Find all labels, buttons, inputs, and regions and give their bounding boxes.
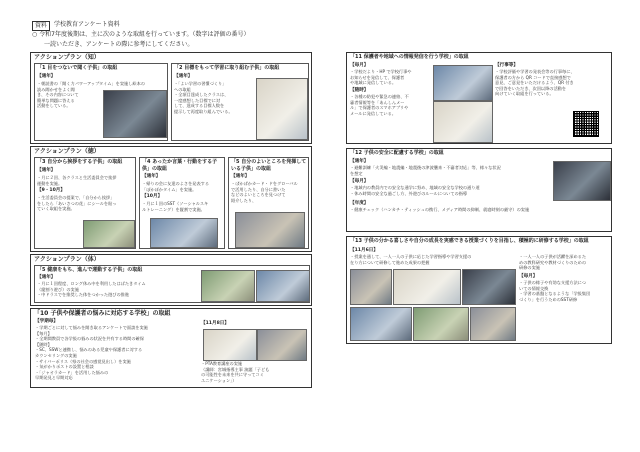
event-photo — [433, 101, 493, 143]
period-label: 【学期毎】 — [35, 319, 58, 324]
card-title: 「3 自分から挨拶をする子供」の取組 — [37, 159, 123, 165]
period-label: 【行事等】 — [495, 63, 518, 68]
training-photo-6 — [470, 307, 516, 341]
section-body: ・避難訓練「火災編・地震編・地震後の津波襲来・不審者対応」等、様々な状況 を想定 — [350, 165, 501, 176]
action-plan-virtue — [30, 146, 312, 252]
period-label: 【通年】 — [350, 159, 369, 164]
section-body: ・子供の様子や有効な支援方法につ いての情報交換 ・学習の基盤となるような「学級集団 づくり」を行うためのSST研修 — [519, 280, 591, 302]
training-photo-2 — [393, 269, 461, 305]
card-body: ・月に１回のSST（ソーシャルスキ ルトレーニング）を縦割で実施。 — [142, 201, 209, 212]
greeting-flower-photo — [83, 220, 135, 248]
period-label: 【通年】 — [231, 174, 250, 179]
section-body: ・学校だより・HP で学校行事や お知らせを発信して、保護者 や地域に発信している。 — [350, 69, 412, 86]
plan-title: アクションプラン（体） — [34, 256, 100, 263]
section-body: ・授業を通して、一人一人の子供に応じた学習指導や学習支援の 在り方について研修して進めた成果の把握 — [350, 254, 472, 265]
section-body: ・地域内の教員内での安全な通学に努め、地域の安全な学校の通り道 ・休み時間の安全な過ごし方、外遊びのルールについての指導 — [350, 185, 480, 196]
section-body: ・各種の防犯や緊急の連絡、不 審者情報等を「あんしんメー ル」で保護者のスマホアプリや メールに発信している。 — [350, 94, 409, 116]
period-label: 【通年】 — [142, 174, 161, 179]
study-habit-chart-photo — [256, 78, 308, 140]
period-label: 【10月】 — [142, 194, 163, 199]
training-photo-4 — [350, 307, 412, 341]
card-body: ・月に１回程度、ロング休み中を利用したはばたきタイム （縦割り遊び）の実施 ・中ドラスでを推奨した体をつかった遊びの推進 — [37, 281, 146, 298]
period-label: 【通年】 — [37, 275, 56, 280]
teacher-training-section — [346, 236, 612, 344]
period-label: 【毎月】 — [519, 274, 538, 279]
date-label: 【11月6日】 — [350, 248, 378, 253]
card-body: ・朝読書の「聞く力パワーアップタイム」を実施し絵本の 読み聞かせをよく聞 き、その内容について 簡単な問題に答える 活動をしている。 — [37, 81, 145, 109]
period-label: 【通年】 — [37, 74, 56, 79]
card-title: 「2 目標をもって学習に取り組む子供」の取組 — [174, 65, 280, 71]
plan-title: アクションプラン（知） — [34, 54, 100, 61]
info-sharing-section — [346, 52, 612, 144]
card-title: 「5 健康をもち、進んで運動する子供」の取組 — [37, 267, 143, 273]
card-strengths — [228, 157, 309, 249]
card-exercise — [34, 265, 310, 303]
card-greeting — [34, 157, 136, 249]
reading-activity-photo — [103, 90, 167, 138]
sst-activity-photo — [150, 218, 218, 248]
intro-line-2: 一読いただき、アンケートの際に参考にしてください。 — [44, 41, 194, 48]
section-body: ・一人一人の子供が活躍を深めるた めの教科研究や教材づくりのための 研修の実施 — [519, 254, 587, 271]
section-title: 「11 保護者や地域への情報発信を行う学校」の取組 — [350, 54, 469, 60]
section-title: 「13 子供の分かる喜しさや自分の成長を実感できる授業づくりを目指し、積極的に研修する学校」の取組 — [350, 238, 589, 244]
action-plan-health — [30, 254, 312, 306]
training-photo-3 — [462, 269, 516, 305]
period-label: 【9・10月】 — [37, 188, 65, 193]
period-label: 【通年】 — [174, 74, 193, 79]
card-goal-learning — [171, 63, 309, 141]
training-photo-5 — [413, 307, 469, 341]
card-body: ・「よい学習の習慣づくり」 への取組 ・全項目達成したクラスは、 一度感想した目標でに対 して、達成する目標人数を 提示して再度取り組んでいる。 — [174, 81, 233, 114]
period-label: 【年度】 — [350, 201, 369, 206]
card-body: ・月に２回、各クラスと生活委員会で挨拶 運動を実施。 — [37, 175, 117, 186]
pta-lecture-photo — [203, 329, 257, 361]
playground-photo-2 — [256, 270, 310, 302]
period-label: 【随時】 — [350, 88, 369, 93]
card-body: ・帰りの会に友達のよさを発表する 「ぽかぽかタイム」を実施。 — [142, 181, 210, 192]
date-label: 【11月8日】 — [201, 321, 229, 326]
section-body: ・PTA教育講座の実施 （講師：宮城指導主事 演題「子ども の可能性を未来を共に守ってコミ ユニケーション」） — [201, 361, 270, 383]
qr-code[interactable] — [573, 111, 599, 137]
period-label: 【通年】 — [37, 168, 56, 173]
card-title: 「4 あったか言葉・行動をする子供」の取組 — [142, 159, 218, 172]
card-warm-words — [139, 157, 225, 249]
section-title: 「12 子供の安全に配慮する学校」の取組 — [350, 150, 444, 156]
intro-line-1: ○ 令和7年度後期は、主に次のような取組を行っています。（数字は評価の番号） — [32, 31, 250, 38]
section-body: ・健康チェック（ハンカチ・ティッシュの携行、メディア時間の抑制、就寝時刻の厳守）の実施 — [350, 207, 530, 212]
consultation-section — [30, 308, 312, 388]
card-title: 「1 目をつないで聞く子供」の取組 — [37, 65, 118, 71]
action-plan-knowledge — [30, 52, 312, 144]
safety-section — [346, 148, 612, 232]
school-website-photo — [433, 65, 493, 101]
card-title: 「5 自分のよいところを発揮している子供」の取組 — [231, 159, 307, 172]
section-title: 「10 子供や保護者の悩みに対応する学校」の取組 — [34, 310, 171, 317]
section-body: ・学校評価や学習の発表会等の行事毎に、 保護者の方から QR コードで直接感想で 意見、ご意見をいただけるよう、QR 付き で回答をいただき、次回以降の活動を 向けていく取組を行っている。 — [495, 69, 575, 97]
training-photo-1 — [350, 269, 392, 305]
period-label: 【毎月】 — [350, 63, 369, 68]
card-body: ・生活委員会の提案で、「自分から挨拶」 をしたら「あいさつの花」にシールを貼っ ていく取組を実施。 — [37, 195, 117, 212]
document-title: 学校教育アンケート資料 — [54, 21, 120, 28]
material-tag: 資料 — [32, 21, 50, 31]
evacuation-drill-photo — [553, 161, 611, 201]
playground-photo-1 — [201, 270, 255, 302]
card-listening-children — [34, 63, 168, 141]
period-label: 【毎月】 — [350, 179, 369, 184]
plan-title: アクションプラン（徳） — [34, 148, 100, 155]
consultation-photo — [257, 329, 307, 361]
classroom-photo — [235, 212, 305, 248]
section-body: ・学期ごとに対して悩みを聞き取るアンケートで面談を実施 【毎月】 ・全期間教員で各学級の悩みの状況を共有する時間の確保 【随時】 ・SC、SSWと連携し、悩みのある児童や保護者に対する カウンセリングの実施 ・サイバーポリス（県の社会の感覚見出し）を実施 ・気がかりポストの設置と相談 ・「ジャオラカード」を活用した悩みの 早期発見と早期対応 — [35, 325, 148, 381]
card-body: ・ぱかぱかカード・ドをグローバル で活用したり、自分に書いた などのよいところを見つけて 紹介したり、 — [231, 181, 298, 203]
